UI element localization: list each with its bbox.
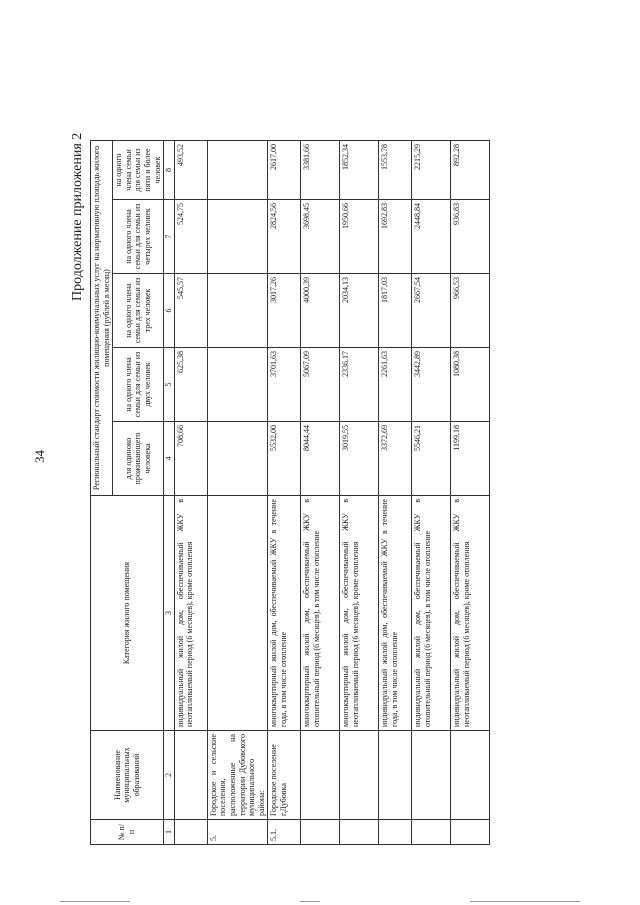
- index-cell: 6: [164, 274, 175, 348]
- index-cell: 4: [164, 422, 175, 496]
- header-category: Категория жилого помещения: [91, 496, 164, 731]
- row-municipality: [174, 731, 207, 820]
- value-four: 1950,66: [340, 200, 379, 274]
- value-five: 2215,29: [412, 141, 451, 200]
- value-two: 5067,09: [301, 348, 340, 422]
- value-four: 524,75: [174, 200, 207, 274]
- row-municipality: [340, 731, 379, 820]
- value-two: 2336,17: [340, 348, 379, 422]
- row-category: многоквартирный жилой дом, обеспечиваемый ЖКУ в отопительный период (6 месяцев), в том числе отопление: [301, 496, 340, 731]
- table-row: [268, 141, 301, 845]
- value-five: 2617,00: [268, 141, 301, 200]
- header-four: на одного члена семьи для семьи из четырех человек: [113, 200, 164, 274]
- row-number: [174, 820, 207, 845]
- value-three: 2667,54: [412, 274, 451, 348]
- value-three: 1817,03: [379, 274, 412, 348]
- scan-edge-mark: [300, 901, 320, 902]
- index-cell: 5: [164, 348, 175, 422]
- row-category: индивидуальный жилой дом, обеспечиваемый ЖКУ в отопительный период (6 месяцев), в том числе отопление: [412, 496, 451, 731]
- value-five: 1553,78: [379, 141, 412, 200]
- value-four: 2824,56: [268, 200, 301, 274]
- row-category: многоквартирный жилой дом, обеспечиваемый ЖКУ в течение года, в том числе отопление: [268, 496, 301, 731]
- table-row: [207, 141, 268, 845]
- table-row: [340, 141, 379, 845]
- index-cell: 3: [164, 496, 175, 731]
- value-single: 5546,21: [412, 422, 451, 496]
- page-number: 34: [32, 450, 47, 463]
- value-single: 3019,55: [340, 422, 379, 496]
- appendix-title: Продолжение приложения 2: [70, 132, 85, 301]
- header-single: для одиноко проживающего человека: [113, 422, 164, 496]
- index-cell: 1: [164, 820, 175, 845]
- row-number: 5.: [207, 820, 268, 845]
- value-five: 1852,34: [340, 141, 379, 200]
- row-number: [301, 820, 340, 845]
- value-three: 966,53: [451, 274, 490, 348]
- value-two: [207, 348, 268, 422]
- row-municipality: [451, 731, 490, 820]
- value-two: 3701,63: [268, 348, 301, 422]
- table-row: [451, 141, 490, 845]
- header-municipality: Наименование муниципальных образований: [91, 731, 164, 820]
- row-number: [451, 820, 490, 845]
- header-five: на одного члена семьи для семьи из пяти и более человек: [113, 141, 164, 200]
- value-three: 3017,26: [268, 274, 301, 348]
- value-single: 5532,00: [268, 422, 301, 496]
- table-row: [301, 141, 340, 845]
- value-three: 4000,39: [301, 274, 340, 348]
- value-two: 1080,38: [451, 348, 490, 422]
- row-category: индивидуальный жилой дом, обеспечиваемый ЖКУ в неотапливаемый период (6 месяцев), кроме отопления: [451, 496, 490, 731]
- value-three: 545,57: [174, 274, 207, 348]
- value-five: 3381,66: [301, 141, 340, 200]
- row-category: многоквартирный жилой дом, обеспечиваемый ЖКУ в неотапливаемый период (6 месяцев), кроме отопления: [340, 496, 379, 731]
- row-municipality: [379, 731, 412, 820]
- row-municipality: Городское и сельские поселения, расположенные на территории Дубовского муниципального района:: [207, 731, 268, 820]
- value-two: 2261,63: [379, 348, 412, 422]
- row-category: индивидуальный жилой дом, обеспечиваемый ЖКУ в неотапливаемый период (6 месяцев), кроме отопления: [174, 496, 207, 731]
- value-three: 2034,13: [340, 274, 379, 348]
- index-cell: 7: [164, 200, 175, 274]
- scan-edge-mark: [470, 901, 580, 902]
- value-two: 3442,89: [412, 348, 451, 422]
- row-municipality: [301, 731, 340, 820]
- row-number: [412, 820, 451, 845]
- value-five: 892,28: [451, 141, 490, 200]
- value-single: [207, 422, 268, 496]
- value-two: 625,38: [174, 348, 207, 422]
- header-three: на одного члена семьи для семьи из трех человек: [113, 274, 164, 348]
- cost-standard-table: [90, 140, 490, 845]
- value-single: 3372,69: [379, 422, 412, 496]
- scan-edge-mark: [60, 901, 130, 902]
- header-regional-standard: Региональный стандарт стоимости жилищно-коммунальных услуг на нормативную площадь жилого помещения (рублей в месяц): [91, 141, 113, 496]
- value-four: [207, 200, 268, 274]
- row-number: [340, 820, 379, 845]
- value-five: 493,52: [174, 141, 207, 200]
- value-four: 936,83: [451, 200, 490, 274]
- value-single: 708,66: [174, 422, 207, 496]
- row-municipality: [412, 731, 451, 820]
- header-two: на одного члена семьи для семьи из двух человек: [113, 348, 164, 422]
- table-row: [412, 141, 451, 845]
- index-cell: 8: [164, 141, 175, 200]
- value-five: [207, 141, 268, 200]
- row-category: [207, 496, 268, 731]
- value-three: [207, 274, 268, 348]
- index-cell: 2: [164, 731, 175, 820]
- value-single: 1199,18: [451, 422, 490, 496]
- value-four: 3698,45: [301, 200, 340, 274]
- table-row: [379, 141, 412, 845]
- value-four: 1692,83: [379, 200, 412, 274]
- value-single: 8044,44: [301, 422, 340, 496]
- row-category: индивидуальный жилой дом, обеспечиваемый ЖКУ в течение года, в том числе отопление: [379, 496, 412, 731]
- row-number: [379, 820, 412, 845]
- table-row: [174, 141, 207, 845]
- row-number: 5.1.: [268, 820, 301, 845]
- header-no: № п/п: [91, 820, 164, 845]
- row-municipality: Городское поселение г.Дубовка: [268, 731, 301, 820]
- value-four: 2448,84: [412, 200, 451, 274]
